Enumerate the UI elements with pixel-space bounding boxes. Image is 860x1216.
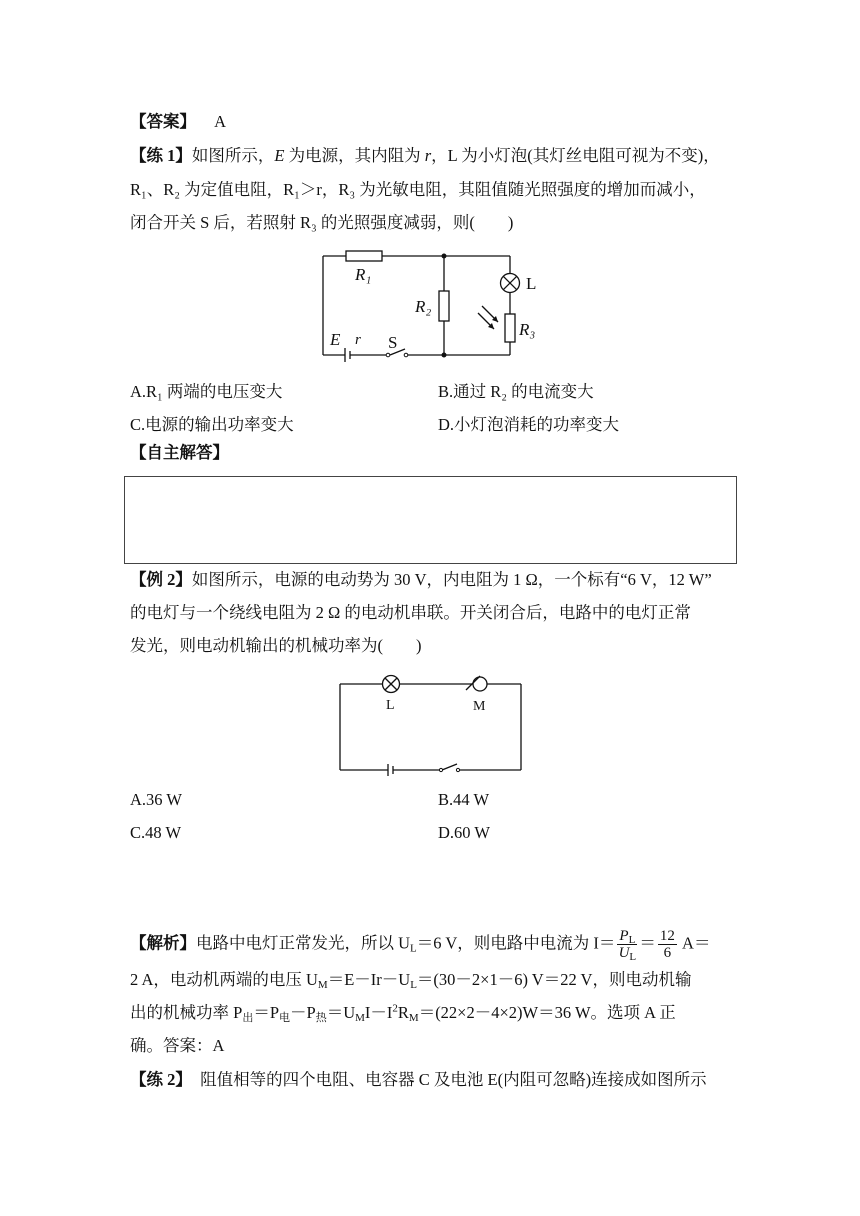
analysis-t1sub: L (410, 942, 417, 955)
label-e: E (330, 330, 341, 349)
analysis-line1 (130, 928, 710, 961)
practice2-text: 阻值相等的四个电阻、电容器 C 及电池 E(内阻可忽略)连接成如图所示 (191, 1070, 707, 1089)
example2-line3: 发光，则电动机输出的机械功率为( ) (130, 636, 422, 655)
label-s: S (388, 333, 398, 352)
analysis-t3f: R (397, 1003, 409, 1022)
analysis-eq: ＝ (639, 933, 656, 953)
example2-option-a[interactable]: A.36 W (130, 790, 182, 809)
example2-option-d[interactable]: D.60 W (438, 823, 490, 842)
analysis-t3a: 出的机械功率 P (130, 1003, 243, 1022)
analysis-t2b: ＝E－Ir－U (327, 970, 411, 989)
analysis-t3s4: M (355, 1012, 365, 1024)
answer-value: A (214, 112, 227, 131)
fraction-pl-ul (617, 928, 637, 961)
analysis-t3s3: 热 (315, 1012, 327, 1024)
example2-option-c[interactable]: C.48 W (130, 823, 182, 842)
frac2-num: 12 (659, 928, 675, 944)
practice1-option-a[interactable]: A.R₁ 两端的电压变大 (130, 382, 283, 401)
label-r3: R₃ (519, 320, 536, 339)
photoresistor-r3 (505, 314, 515, 342)
practice1-r: r (424, 146, 432, 165)
circuit-diagram-2 (330, 668, 530, 778)
circuit-diagram-1 (310, 244, 550, 369)
analysis-tag: 【解析】 (130, 933, 196, 953)
analysis-t2sub: M (317, 979, 328, 991)
practice1-text-b: 为电源，其内阻为 (284, 146, 425, 165)
self-answer-box[interactable] (124, 476, 737, 564)
analysis-line3 (130, 1003, 676, 1023)
example2-option-b[interactable]: B.44 W (438, 790, 490, 809)
example2-line1 (130, 570, 712, 590)
practice1-line3: 闭合开关 S 后，若照射 R₃ 的光照强度减弱，则( ) (130, 213, 514, 232)
analysis-t3s2: 电 (279, 1012, 290, 1024)
motor-m (473, 677, 487, 691)
label-r1: R₁ (355, 265, 372, 284)
analysis-t2sub2: L (410, 979, 417, 991)
analysis-t3e: I－I (364, 1003, 393, 1022)
answer-line (130, 112, 226, 132)
analysis-t3g: ＝(22×2－4×2)W＝36 W。选项 A 正 (418, 1003, 676, 1022)
frac1-den: U (618, 945, 630, 961)
label-l-2: L (386, 698, 395, 713)
analysis-t2c: ＝(30－2×1－6) V＝22 V，则电动机输 (416, 970, 692, 989)
label-r: r (355, 332, 361, 348)
analysis-line4: 确。答案：A (130, 1036, 225, 1055)
junction-bottom (442, 353, 447, 358)
junction-top (442, 254, 447, 259)
example2-tag: 【例 2】 (130, 570, 192, 589)
frac1-num: P (619, 928, 629, 944)
analysis-t3b: ＝P (253, 1003, 279, 1022)
analysis-t1c: A＝ (678, 933, 711, 953)
analysis-t3s1: 出 (242, 1012, 254, 1024)
practice2-tag: 【练 2】 (130, 1070, 192, 1089)
practice1-line2: R₁、R₂ 为定值电阻，R₁＞r，R₃ 为光敏电阻，其阻值随光照强度的增加而减小， (130, 180, 706, 199)
practice1-option-c[interactable]: C.电源的输出功率变大 (130, 415, 294, 434)
label-r2: R₂ (415, 297, 432, 316)
analysis-t3d: ＝U (326, 1003, 356, 1022)
analysis-t3sup: 2 (392, 1002, 398, 1015)
analysis-t2a: 2 A，电动机两端的电压 U (130, 970, 318, 989)
frac1-num-sub: L (628, 934, 636, 946)
practice1-option-d[interactable]: D.小灯泡消耗的功率变大 (438, 415, 620, 434)
example2-line2: 的电灯与一个绕线电阻为 2 Ω 的电动机串联。开关闭合后，电路中的电灯正常 (130, 603, 691, 622)
analysis-t1b: ＝6 V，则电路中电流为 I＝ (416, 933, 616, 953)
label-l: L (526, 274, 537, 293)
analysis-line2 (130, 970, 691, 990)
practice1-tag: 【练 1】 (130, 146, 192, 165)
resistor-r2 (439, 291, 449, 321)
frac1-den-sub: L (629, 951, 637, 963)
practice2-line1 (130, 1070, 707, 1090)
practice1-option-b[interactable]: B.通过 R₂ 的电流变大 (438, 382, 594, 401)
practice1-text-c: ，L 为小灯泡(其灯丝电阻可视为不变)， (431, 146, 720, 165)
switch-2 (442, 764, 457, 770)
resistor-r1 (346, 251, 382, 261)
practice1-line1 (130, 146, 720, 166)
answer-tag: 【答案】 (130, 112, 196, 131)
self-answer-heading: 【自主解答】 (130, 443, 229, 462)
practice1-E: E (274, 146, 285, 165)
example2-text1: 如图所示，电源的电动势为 30 V，内电阻为 1 Ω，一个标有“6 V，12 W” (191, 570, 712, 589)
fraction-12-6 (658, 928, 677, 961)
practice1-text-a: 如图所示， (191, 146, 275, 165)
analysis-t3c: －P (290, 1003, 316, 1022)
analysis-t1a: 电路中电灯正常发光，所以 U (196, 933, 411, 953)
analysis-t3s5: M (408, 1012, 419, 1024)
label-m: M (473, 699, 486, 714)
frac2-den: 6 (663, 945, 672, 961)
